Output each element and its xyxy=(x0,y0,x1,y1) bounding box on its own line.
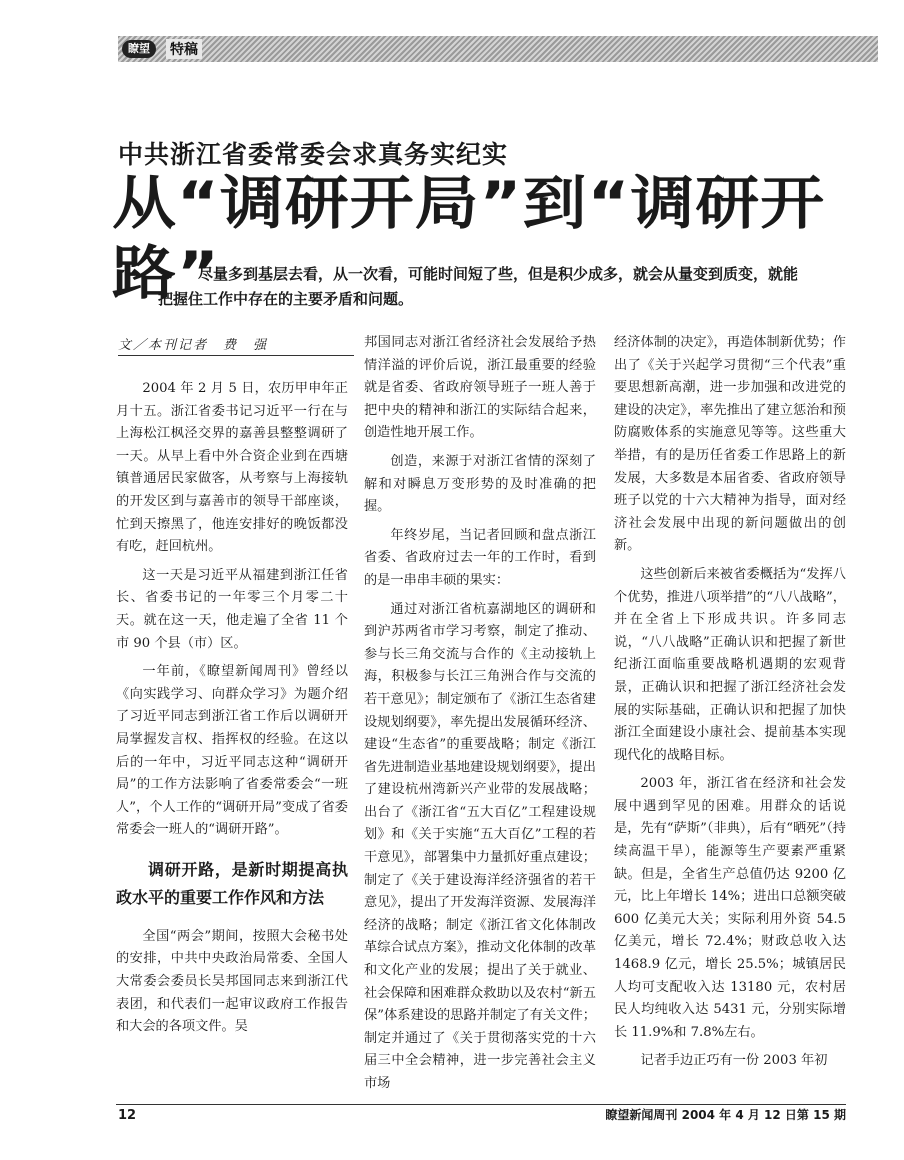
paragraph: 经济体制的决定》，再造体制新优势；作出了《关于兴起学习贯彻“三个代表”重要思想新高潮，进一步加强和改进党的建设的决定》，率先推出了建立惩治和预防腐败体系的实施意见等等。这些重大举措，有的是历任省委工作思路上的新发展，大多数是本届省委、省政府领导班子以党的十六大精神为指导，面对经济社会发展中出现的新问题做出的创新。 xyxy=(614,335,846,554)
paragraph: 通过对浙江省杭嘉湖地区的调研和到沪苏两省市学习考察，制定了推动、参与长三角交流与合作的《主动接轨上海，积极参与长江三角洲合作与交流的若干意见》；制定颁布了《浙江生态省建设规划纲要》，率先提出发展循环经济、建设“生态省”的重要战略；制定《浙江省先进制造业基地建设规划纲要》，提出了建设杭州湾新兴产业带的发展战略；出台了《浙江省“五大百亿”工程建设规划》和《关于实施“五大百亿”工程的若干意见》，部署集中力量抓好重点建设；制定了《关于建设海洋经济强省的若干意见》，提出了开发海洋资源、发展海洋经济的战略；制定《浙江省文化体制改革综合试点方案》，推动文化体制的改革和文化产业的发展；提出了关于就业、社会保障和困难群众救助以及农村“新五保”体系建设的思路并制定了有关文件；制定并通过了《关于贯彻落实党的十六届三中全会精神，进一步完善社会主义市场 xyxy=(364,601,596,1091)
page-number: 12 xyxy=(118,1108,137,1123)
column-1 xyxy=(116,378,348,1045)
column-2 xyxy=(364,332,596,1102)
article-lead: 尽量多到基层去看，从一次看，可能时间短了些，但是积少成多，就会从量变到质变，就能把握住工作中存在的主要矛盾和问题。 xyxy=(158,265,799,308)
article-byline: 文／本刊记者 费 强 xyxy=(118,334,354,356)
section-label: 特稿 xyxy=(166,39,202,59)
paragraph: 记者手边正巧有一份 2003 年初 xyxy=(640,1053,828,1069)
article-kicker: 中共浙江省委常委会求真务实纪实 xyxy=(118,140,509,169)
paragraph: 创造，来源于对浙江省情的深刻了解和对瞬息万变形势的及时准确的把握。 xyxy=(364,453,596,515)
section-subhead: 调研开路，是新时期提高执政水平的重要工作作风和方法 xyxy=(116,859,348,907)
footer-rule xyxy=(116,1104,846,1105)
publication-info: 瞭望新闻周刊 2004 年 4 月 12 日第 15 期 xyxy=(605,1108,846,1122)
header-bar xyxy=(118,36,878,62)
paragraph: 一年前，《瞭望新闻周刊》曾经以《向实践学习、向群众学习》为题介绍了习近平同志到浙江省工作后以调研开局掌握发言权、指挥权的经验。在这以后的一年中，习近平同志这种“调研开局”的工作方法影响了省委常委会“一班人”，个人工作的“调研开局”变成了省委常委会一班人的“调研开路”。 xyxy=(116,664,348,838)
paragraph: 这一天是习近平从福建到浙江任省长、省委书记的一年零三个月零二十天。就在这一天，他走遍了全省 11 个市 90 个县（市）区。 xyxy=(116,567,348,651)
paragraph: 这些创新后来被省委概括为“发挥八个优势，推进八项举措”的“八八战略”，并在全省上下形成共识。许多同志说，“八八战略”正确认识和把握了新世纪浙江面临重要战略机遇期的宏观背景，正确认识和把握了浙江经济社会发展的实际基础，正确认识和把握了加快浙江全面建设小康社会、提前基本实现现代化的战略目标。 xyxy=(614,566,846,763)
article-headline: 从“调研开局”到“调研开路” xyxy=(112,169,826,307)
paragraph: 邦国同志对浙江省经济社会发展给予热情洋溢的评价后说，浙江最重要的经验就是省委、省政府领导班子一班人善于把中央的精神和浙江的实际结合起来，创造性地开展工作。 xyxy=(364,335,596,441)
paragraph: 年终岁尾，当记者回顾和盘点浙江省委、省政府过去一年的工作时，看到的是一串串丰硕的果实： xyxy=(364,527,596,588)
paragraph: 2004 年 2 月 5 日，农历甲申年正月十五。浙江省委书记习近平一行在与上海松江枫泾交界的嘉善县整整调研了一天。从早上看中外合资企业到在西塘镇普通居民家做客，从考察与上海接轨的开发区到与嘉善市的领导干部座谈，忙到天擦黑了，他连安排好的晚饭都没有吃，赶回杭州。 xyxy=(116,381,348,555)
magazine-logo: 瞭望 xyxy=(122,40,156,58)
paragraph: 2003 年，浙江省在经济和社会发展中遇到罕见的困难。用群众的话说是，先有“萨斯”（非典），后有“晒死”（持续高温干旱），能源等生产要素严重紧缺。但是，全省生产总值仍达 9200 亿元，比上年增长 14%；进出口总额突破 600 亿美元大关；实际利用外资 54.5 亿美元，增长 72.4%；财政总收入达 1468.9 亿元，增长 25.5%；城镇居民人均可支配收入达 13180 元，农村居民人均纯收入达 5431 元，分别实际增长 11.9%和 7.8%左右。 xyxy=(614,776,846,1040)
column-3 xyxy=(614,332,846,1079)
paragraph: 全国“两会”期间，按照大会秘书处的安排，中共中央政治局常委、全国人大常委会委员长吴邦国同志来到浙江代表团，和代表们一起审议政府工作报告和大会的各项文件。吴 xyxy=(116,928,348,1035)
